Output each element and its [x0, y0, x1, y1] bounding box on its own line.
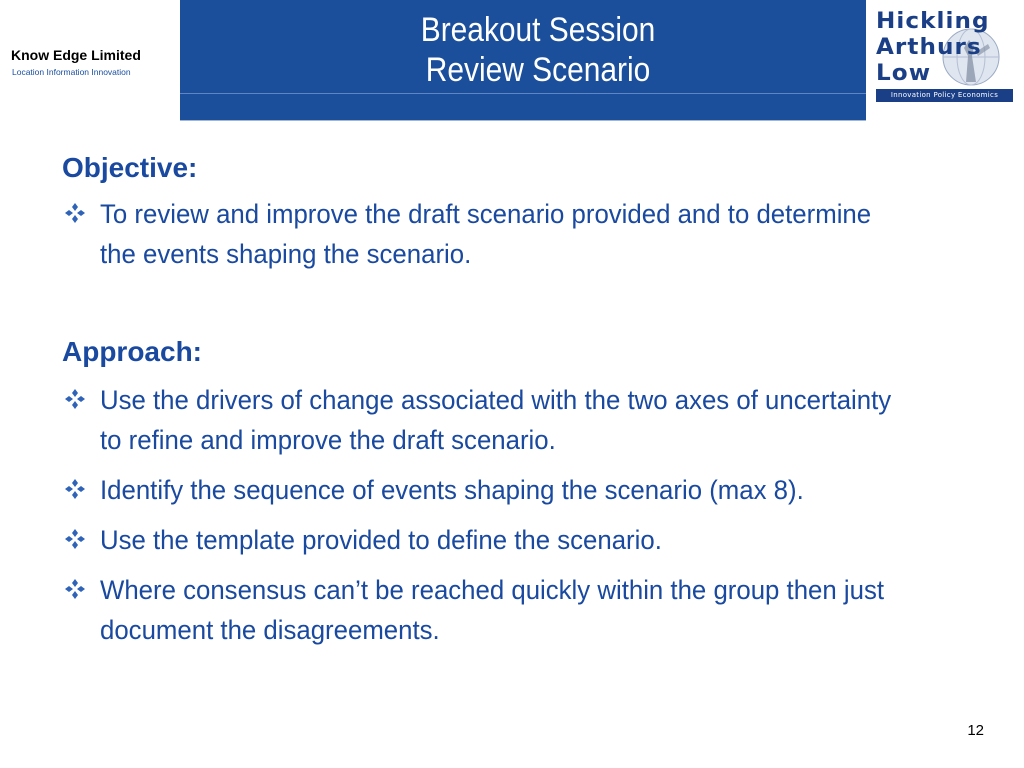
company-block: [0, 0, 180, 120]
approach-bullet-2: [62, 470, 962, 510]
slide-title-line-1: Breakout Session: [420, 11, 656, 49]
approach-bullet-1: [62, 380, 962, 460]
four-diamond-bullet-icon: [64, 528, 86, 550]
title-band: [180, 0, 866, 121]
slide-header: [0, 0, 1024, 120]
approach-bullet-4-text: Where consensus can’t be reached quickly within the group then just document the disagreements.: [100, 575, 885, 645]
approach-heading: Approach:: [62, 336, 202, 367]
approach-bullet-1-text: Use the drivers of change associated with the two axes of uncertainty to refine and improve the draft scenario.: [100, 385, 892, 455]
logo-word-arthurs: Arthurs: [876, 35, 982, 60]
logo-word-low: Low: [876, 61, 932, 86]
objective-heading: Objective:: [62, 152, 198, 183]
objective-bullet-1: [62, 194, 962, 274]
four-diamond-bullet-icon: [64, 578, 86, 600]
objective-bullet-1-text: To review and improve the draft scenario provided and to determine the events shaping the scenario.: [100, 199, 872, 269]
hickling-arthurs-low-logo: [876, 8, 1014, 104]
approach-bullet-3: [62, 520, 962, 560]
approach-bullet-2-text: Identify the sequence of events shaping the scenario (max 8).: [100, 475, 804, 505]
four-diamond-bullet-icon: [64, 478, 86, 500]
title-divider: [180, 93, 866, 94]
company-name: Know Edge Limited: [11, 47, 141, 63]
approach-bullet-4: [62, 570, 962, 650]
slide-title-line-2: Review Scenario: [425, 51, 651, 89]
logo-tagline: Innovation Policy Economics: [876, 89, 1013, 102]
slide-title: [223, 10, 853, 90]
company-tagline: Location Information Innovation: [12, 67, 131, 77]
approach-bullet-3-text: Use the template provided to define the scenario.: [100, 525, 662, 555]
page-number: 12: [967, 722, 984, 739]
four-diamond-bullet-icon: [64, 388, 86, 410]
logo-word-hickling: Hickling: [876, 9, 990, 34]
four-diamond-bullet-icon: [64, 202, 86, 224]
slide-body: [62, 148, 962, 650]
